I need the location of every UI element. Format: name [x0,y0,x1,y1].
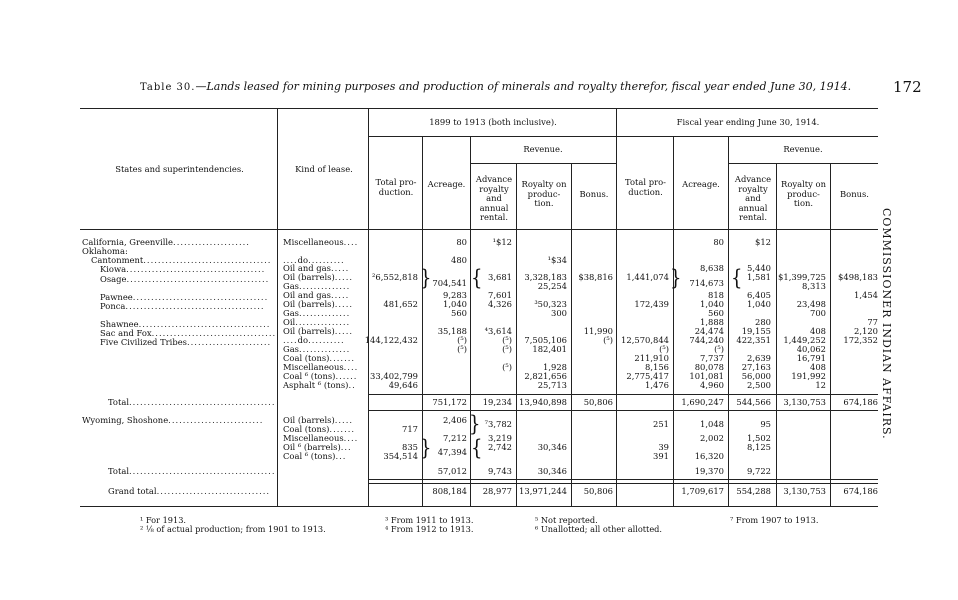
cell-ac2: 8,638 [700,263,724,273]
cell-ac2: 16,320 [694,451,724,461]
cell-ac2: 744,240 [689,335,724,345]
cell-ac2: 4,960 [700,380,724,390]
cell-ac2: 560 [708,308,724,318]
cell-adv2: 56,000 [741,371,771,381]
cell-adv2: 27,163 [741,362,771,372]
kind-row: Oil and gas..... [283,263,350,273]
cell-roy1: 30,346 [537,442,567,452]
cell-adv1: 3,219 [488,433,512,443]
kind-row: Asphalt ⁶ (tons).. [283,380,356,390]
kind-row: Oil............... [283,317,351,327]
footnote: ³ From 1911 to 1913. [385,515,474,525]
header-period1: 1899 to 1913 (both inclusive). [429,117,557,127]
header-bonus-1: Bonus. [579,189,609,199]
cell-ac1: 80 [456,237,467,247]
cell-ac1: 480 [451,255,467,265]
cell-bon2-total: 674,186 [843,397,878,407]
cell-tp2: 211,910 [634,353,669,363]
cell-tp2: 1,476 [645,380,669,390]
cell-ac2: 1,048 [700,419,724,429]
cell-ac2-total: 19,370 [694,466,724,476]
cell-ac2: 1,888 [700,317,724,327]
cell-bon1: $38,816 [578,272,613,282]
cell-roy1: ¹$34 [547,255,567,265]
cell-roy2-total: 3,130,753 [783,397,826,407]
kind-row: Oil (barrels)..... [283,272,354,282]
header-advance-1: Advance royalty and annual rental. [475,174,513,222]
brace-icon: } [469,411,481,437]
state-kiowa: Kiowa...................................... [100,264,266,274]
header-states: States and superintendencies. [115,164,244,174]
cell-adv1: (⁵) [502,362,512,372]
cell-ac1: 9,283 [443,290,467,300]
table-title: Table 30.—Lands leased for mining purposes and production of minerals and royalty therefor, fiscal year ended June 30, 1914. [140,80,852,93]
cell-ac2: 80 [713,237,724,247]
cell-roy1: 25,254 [537,281,567,291]
cell-bon1-total: 50,806 [583,397,613,407]
cell-tp1: 144,122,432 [364,335,418,345]
cell-roy2: 12 [815,380,826,390]
kind-row: Coal (tons)....... [283,424,356,434]
cell-roy1: 1,928 [543,362,567,372]
cell-ac1: 35,188 [437,326,467,336]
cell-bon2-grand: 674,186 [843,486,878,496]
kind-row: Coal ⁶ (tons)... [283,451,347,461]
state-osage: Osage....................................... [100,274,270,284]
brace-icon: { [471,265,483,291]
brace-icon: } [420,435,432,461]
cell-adv2: 95 [760,419,771,429]
cell-adv2: 1,581 [747,272,771,282]
cell-adv2: 19,155 [741,326,771,336]
cell-ac1: 7,212 [443,433,467,443]
cell-tp1: 33,402,799 [370,371,418,381]
cell-adv2-total: 544,566 [736,397,771,407]
running-head: COMMISSIONER INDIAN AFFAIRS. [880,208,893,440]
cell-ac1: (⁵) [457,344,467,354]
cell-adv2: 6,405 [747,290,771,300]
brace-icon: } [420,265,432,291]
cell-tp2: 1,441,074 [626,272,669,282]
cell-roy2: 23,498 [796,299,826,309]
cell-bon1: 11,990 [583,326,613,336]
cell-adv1: (⁵) [502,335,512,345]
state-shawnee: Shawnee.................................... [100,319,271,329]
header-bonus-2: Bonus. [840,189,869,199]
cell-roy1: 182,401 [532,344,567,354]
cell-bon2: $498,183 [838,272,878,282]
footnote: ⁷ From 1907 to 1913. [730,515,819,525]
cell-ac1: (⁵) [457,335,467,345]
kind-row: Gas.............. [283,281,351,291]
cell-ac2-total: 1,690,247 [681,397,724,407]
cell-bon2: 1,454 [854,290,878,300]
cell-adv1: 4,326 [488,299,512,309]
footnote: ² ⅛ of actual production; from 1901 to 1913. [140,524,326,534]
cell-tp1: 49,646 [388,380,418,390]
cell-ac2: 2,002 [700,433,724,443]
state-wyoming: Wyoming, Shoshone.......................... [82,415,264,425]
footnote: ⁶ Unallotted; all other allotted. [535,524,663,534]
cell-roy1: 7,505,106 [524,335,567,345]
cell-adv2: 280 [755,317,771,327]
state-california: California, Greenville..................... [82,237,250,247]
kind-row: Miscellaneous.... [283,237,359,247]
cell-ac1: 560 [451,308,467,318]
cell-tp2: 391 [653,451,669,461]
cell-adv1: ⁴3,614 [484,326,512,336]
cell-roy2: 40,062 [796,344,826,354]
cell-adv2: $12 [755,237,771,247]
cell-roy2: 408 [810,326,826,336]
cell-ac1-total: 57,012 [437,466,467,476]
footnote: ⁴ From 1912 to 1913. [385,524,474,534]
cell-ac1-grand: 808,184 [432,486,467,496]
cell-ac2: 7,737 [700,353,724,363]
cell-ac2-grand: 1,709,617 [681,486,724,496]
state-ponca: Ponca...................................... [100,301,265,311]
cell-roy1-grand: 13,971,244 [519,486,567,496]
cell-roy2-grand: 3,130,753 [783,486,826,496]
header-kind: Kind of lease. [295,164,353,174]
state-cantonment: Cantonment................................... [91,255,272,265]
cell-tp2: 39 [658,442,669,452]
header-acreage-1: Acreage. [427,179,466,189]
cell-adv1: 2,742 [488,442,512,452]
cell-adv1: ¹$12 [492,237,512,247]
kind-row: Oil and gas..... [283,290,350,300]
cell-tp1: 835 [402,442,418,452]
state-five-civilized-tribes: Five Civilized Tribes....................... [100,337,272,347]
cell-adv2: 2,639 [747,353,771,363]
cell-bon1-grand: 50,806 [583,486,613,496]
cell-tp2: 251 [653,419,669,429]
kind-row: Gas.............. [283,308,351,318]
cell-ac2: 1,040 [700,299,724,309]
header-advance-2: Advance royalty and annual rental. [734,174,772,222]
cell-roy2: 700 [810,308,826,318]
footnote: ⁵ Not reported. [535,515,598,525]
cell-bon2: 172,352 [843,335,878,345]
cell-ac2: 101,081 [689,371,724,381]
cell-ac2: (⁵) [714,344,724,354]
cell-tp2: 8,156 [645,362,669,372]
cell-roy1-total: 30,346 [537,466,567,476]
cell-adv2: 5,440 [747,263,771,273]
header-royalty-2: Royalty on produc- tion. [781,179,826,208]
brace-icon: { [471,435,483,461]
kind-row: Oil ⁶ (barrels)... [283,442,352,452]
page-number: 172 [893,78,922,96]
kind-row: Oil (barrels)..... [283,299,354,309]
cell-roy2: 191,992 [791,371,826,381]
header-period2: Fiscal year ending June 30, 1914. [676,117,820,127]
kind-row: ....do.......... [283,255,345,265]
kind-row: Miscellaneous.... [283,433,359,443]
cell-adv2: 422,351 [736,335,771,345]
cell-ac1: 47,394 [437,447,467,457]
kind-row: Gas.............. [283,344,351,354]
cell-roy1: 3,328,183 [524,272,567,282]
cell-adv1: 7,601 [488,290,512,300]
cell-adv1: (⁵) [502,344,512,354]
cell-tp1: 354,514 [383,451,418,461]
cell-adv1: 3,681 [488,272,512,282]
cell-tp1: 481,652 [383,299,418,309]
cell-roy1: 300 [551,308,567,318]
cell-roy2: $1,399,725 [778,272,826,282]
cell-roy1-total: 13,940,898 [519,397,567,407]
cell-tp2: (⁵) [659,344,669,354]
cell-ac1-total: 751,172 [432,397,467,407]
header-total-production-1: Total pro- duction. [375,177,417,197]
total-oklahoma-label: Total........................................ [108,397,276,407]
state-sac-and-fox: Sac and Fox.................................. [100,328,277,338]
cell-roy2: 16,791 [796,353,826,363]
state-oklahoma: Oklahoma: [82,246,128,256]
cell-ac1: 2,406 [443,415,467,425]
kind-row: Coal ⁶ (tons)...... [283,371,358,381]
kind-row: ....do.......... [283,335,345,345]
cell-roy2: 1,449,252 [783,335,826,345]
cell-adv1-total: 19,234 [482,397,512,407]
cell-ac1: 1,040 [443,299,467,309]
cell-roy2: 408 [810,362,826,372]
header-revenue-1: Revenue. [523,144,563,154]
kind-row: Oil (barrels)..... [283,326,354,336]
cell-ac2: 24,474 [694,326,724,336]
cell-tp2: 12,570,844 [621,335,669,345]
cell-ac2: 818 [708,290,724,300]
cell-roy1: 2,821,656 [524,371,567,381]
footnote: ¹ For 1913. [140,515,187,525]
cell-adv2: 8,125 [747,442,771,452]
header-acreage-2: Acreage. [682,179,720,189]
cell-roy2: 8,313 [802,281,826,291]
cell-tp1: 717 [402,424,418,434]
grand-total-label: Grand total............................... [108,486,271,496]
cell-bon2: 2,120 [854,326,878,336]
cell-tp2: 172,439 [634,299,669,309]
cell-adv2: 1,502 [747,433,771,443]
header-royalty-1: Royalty on produc- tion. [521,179,567,208]
brace-icon: { [731,265,743,291]
cell-adv1: ⁷3,782 [484,419,512,429]
cell-roy1: ³50,323 [534,299,567,309]
cell-ac1: 704,541 [432,278,467,288]
cell-adv1-total: 9,743 [488,466,512,476]
cell-adv1-grand: 28,977 [482,486,512,496]
cell-roy1: 25,713 [537,380,567,390]
cell-tp2: 2,775,417 [626,371,669,381]
state-pawnee: Pawnee..................................... [100,292,269,302]
cell-bon2: 77 [867,317,878,327]
header-revenue-2: Revenue. [783,144,823,154]
cell-ac2: 714,673 [689,278,724,288]
cell-adv2-total: 9,722 [747,466,771,476]
cell-adv2-grand: 554,288 [736,486,771,496]
header-total-production-2: Total pro- duction. [625,177,666,197]
cell-ac2: 80,078 [694,362,724,372]
kind-row: Oil (barrels)..... [283,415,354,425]
cell-adv2: 1,040 [747,299,771,309]
cell-bon1: (⁵) [603,335,613,345]
cell-adv2: 2,500 [747,380,771,390]
kind-row: Miscellaneous.... [283,362,359,372]
kind-row: Coal (tons)....... [283,353,356,363]
brace-icon: } [670,265,682,291]
total-wyoming-label: Total........................................ [108,466,276,476]
cell-tp1: ²6,552,818 [372,272,418,282]
